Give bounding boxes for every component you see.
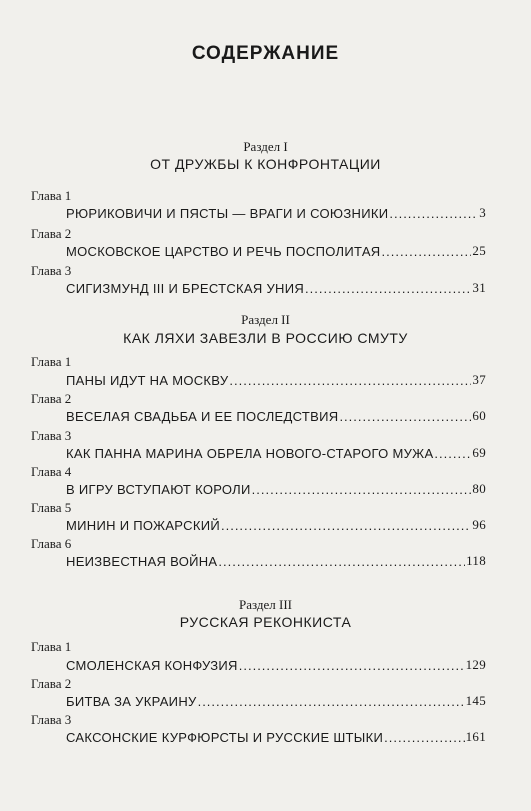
dot-leader — [389, 206, 478, 221]
toc-entry[interactable] — [66, 515, 486, 533]
dot-leader — [339, 409, 471, 424]
page-number: 129 — [465, 657, 486, 672]
page-number: 96 — [472, 517, 486, 532]
page-number: 118 — [466, 553, 486, 568]
section-name: РУССКАЯ РЕКОНКИСТА — [179, 614, 352, 630]
chapter-title: САКСОНСКИЕ КУРФЮРСТЫ И РУССКИЕ ШТЫКИ — [66, 730, 384, 745]
dot-leader — [218, 554, 465, 569]
chapter-title: МОСКОВСКОЕ ЦАРСТВО И РЕЧЬ ПОСПОЛИТАЯ — [66, 244, 381, 259]
toc-entry[interactable] — [66, 241, 486, 259]
page-number: 161 — [465, 729, 486, 744]
section-name: КАК ЛЯХИ ЗАВЕЗЛИ В РОССИЮ СМУТУ — [123, 330, 408, 346]
page-number: 3 — [479, 205, 486, 220]
chapter-label: Глава 4 — [31, 464, 72, 479]
dot-leader — [198, 694, 465, 709]
chapter-title: БИТВА ЗА УКРАИНУ — [66, 694, 197, 709]
toc-entry[interactable] — [66, 370, 486, 388]
dot-leader — [229, 373, 471, 388]
chapter-title: ВЕСЕЛАЯ СВАДЬБА И ЕЕ ПОСЛЕДСТВИЯ — [66, 409, 339, 424]
dot-leader — [384, 730, 464, 745]
dot-leader — [305, 281, 471, 296]
chapter-label: Глава 2 — [31, 391, 72, 406]
section-label: Раздел III — [238, 597, 292, 612]
chapter-label: Глава 1 — [31, 354, 72, 369]
chapter-label: Глава 2 — [31, 226, 72, 241]
dot-leader — [434, 446, 471, 461]
page-number: 145 — [465, 693, 486, 708]
toc-entry[interactable] — [66, 655, 486, 673]
page-number: 25 — [472, 243, 486, 258]
chapter-title: КАК ПАННА МАРИНА ОБРЕЛА НОВОГО-СТАРОГО МУЖА — [66, 446, 434, 461]
chapter-title: РЮРИКОВИЧИ И ПЯСТЫ — ВРАГИ И СОЮЗНИКИ — [66, 206, 389, 221]
page-number: 60 — [472, 408, 486, 423]
toc-entry[interactable] — [66, 443, 486, 461]
page-number: 31 — [472, 280, 486, 295]
section-label: Раздел II — [241, 312, 290, 327]
chapter-label: Глава 2 — [31, 676, 72, 691]
dot-leader — [252, 482, 472, 497]
page-number: 69 — [472, 445, 486, 460]
toc-entry[interactable] — [66, 406, 486, 424]
chapter-title: В ИГРУ ВСТУПАЮТ КОРОЛИ — [66, 482, 251, 497]
toc-entry[interactable] — [66, 479, 486, 497]
chapter-label: Глава 3 — [31, 428, 72, 443]
toc-entry[interactable] — [66, 551, 486, 569]
chapter-title: НЕИЗВЕСТНАЯ ВОЙНА — [66, 554, 218, 569]
toc-entry[interactable] — [66, 203, 486, 221]
dot-leader — [382, 244, 472, 259]
dot-leader — [239, 658, 465, 673]
page-number: 80 — [472, 481, 486, 496]
chapter-title: МИНИН И ПОЖАРСКИЙ — [66, 518, 220, 533]
chapter-label: Глава 6 — [31, 536, 72, 551]
chapter-label: Глава 1 — [31, 188, 72, 203]
page-number: 37 — [472, 372, 486, 387]
section-label: Раздел I — [243, 139, 288, 154]
chapter-title: СМОЛЕНСКАЯ КОНФУЗИЯ — [66, 658, 238, 673]
chapter-title: СИГИЗМУНД III И БРЕСТСКАЯ УНИЯ — [66, 281, 305, 296]
chapter-label: Глава 1 — [31, 639, 72, 654]
section-name: ОТ ДРУЖБЫ К КОНФРОНТАЦИИ — [150, 156, 381, 172]
toc-entry[interactable] — [66, 278, 486, 296]
chapter-title: ПАНЫ ИДУТ НА МОСКВУ — [66, 373, 229, 388]
chapter-label: Глава 3 — [31, 712, 72, 727]
toc-entry[interactable] — [66, 691, 486, 709]
page-title: СОДЕРЖАНИЕ — [191, 43, 340, 64]
toc-entry[interactable] — [66, 727, 486, 745]
dot-leader — [221, 518, 471, 533]
chapter-label: Глава 5 — [31, 500, 72, 515]
chapter-label: Глава 3 — [31, 263, 72, 278]
